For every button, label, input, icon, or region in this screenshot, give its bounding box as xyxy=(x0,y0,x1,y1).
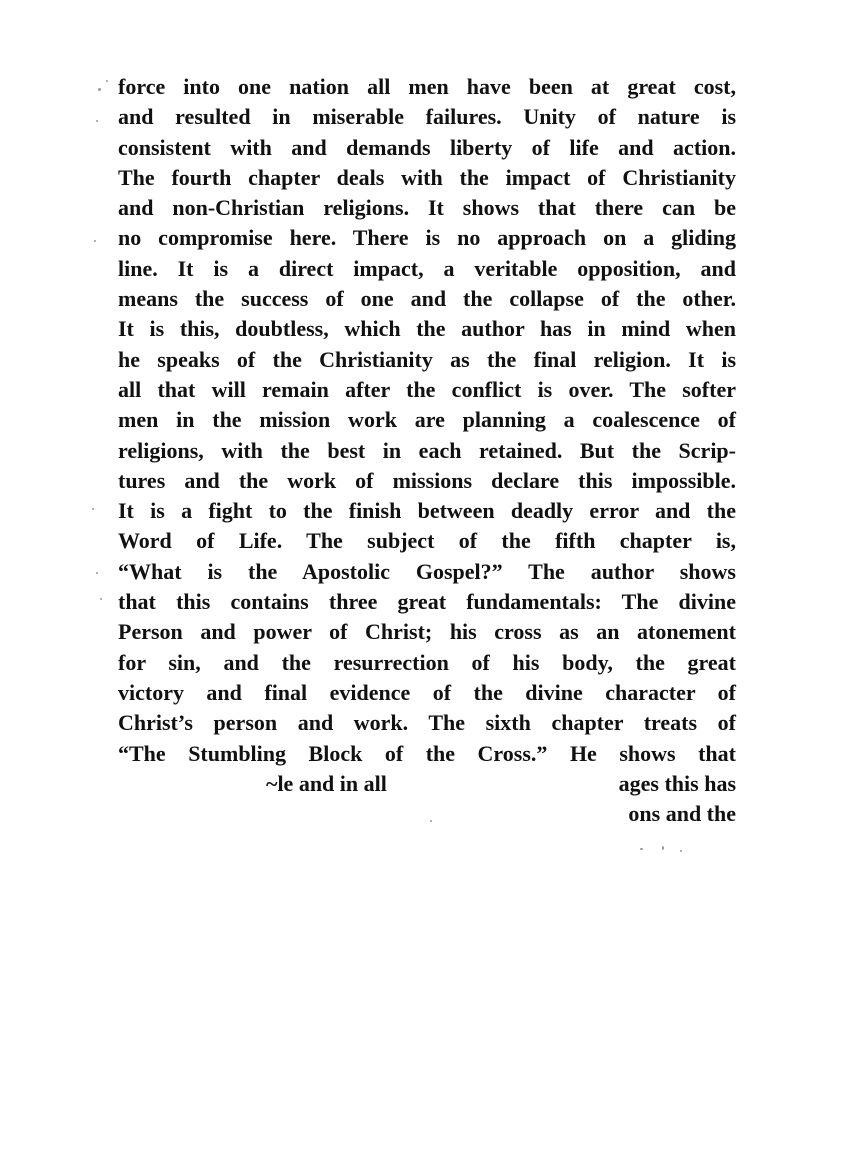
text-line: no compromise here. There is no approach on a gliding xyxy=(118,225,736,251)
text-line: means the success of one and the collapse of the other. xyxy=(118,286,736,312)
fragment-left: ~le and in all xyxy=(266,770,387,796)
fragment-right: ages this has xyxy=(618,770,736,796)
text-line: for sin, and the resurrection of his body, the great xyxy=(118,649,736,675)
text-line: victory and final evidence of the divine character of xyxy=(118,679,736,705)
text-line: The fourth chapter deals with the impact of Christianity xyxy=(118,164,736,190)
text-line: Person and power of Christ; his cross as an atonement xyxy=(118,619,736,645)
text-line: and non-Christian religions. It shows that there can be xyxy=(118,195,736,221)
scan-speck xyxy=(430,820,432,822)
scan-speck xyxy=(96,572,98,574)
text-line: he speaks of the Christianity as the final religion. It is xyxy=(118,346,736,372)
text-line: force into one nation all men have been at great cost, xyxy=(118,74,736,99)
text-line: “What is the Apostolic Gospel?” The author shows xyxy=(118,558,736,584)
fragment-line xyxy=(118,769,736,799)
scan-speck xyxy=(640,848,643,850)
text-line: It is a fight to the finish between deadly error and the xyxy=(118,498,736,524)
scan-speck xyxy=(96,120,98,122)
scan-speck xyxy=(100,598,102,600)
scan-speck xyxy=(98,88,101,91)
scan-speck xyxy=(92,508,94,510)
text-line: religions, with the best in each retained. But the Scrip- xyxy=(118,437,736,463)
text-line: consistent with and demands liberty of life and action. xyxy=(118,134,736,160)
text-line: that this contains three great fundamentals: The divine xyxy=(118,589,736,615)
scan-speck xyxy=(662,846,664,850)
body-text xyxy=(118,72,736,829)
text-line: line. It is a direct impact, a veritable opposition, and xyxy=(118,255,736,281)
text-line: It is this, doubtless, which the author has in mind when xyxy=(118,316,736,342)
text-line: Word of Life. The subject of the fifth chapter is, xyxy=(118,528,736,554)
text-line: tures and the work of missions declare this impossible. xyxy=(118,467,736,493)
scan-speck xyxy=(680,850,682,852)
text-line: Christ’s person and work. The sixth chapter treats of xyxy=(118,710,736,736)
text-line: and resulted in miserable failures. Unity of nature is xyxy=(118,104,736,130)
scan-speck xyxy=(106,80,108,82)
fragment-line: ons and the xyxy=(628,801,736,827)
text-line: “The Stumbling Block of the Cross.” He shows that xyxy=(118,740,736,766)
scan-speck xyxy=(94,240,96,242)
text-line: men in the mission work are planning a coalescence of xyxy=(118,407,736,433)
text-line: all that will remain after the conflict is over. The softer xyxy=(118,376,736,402)
